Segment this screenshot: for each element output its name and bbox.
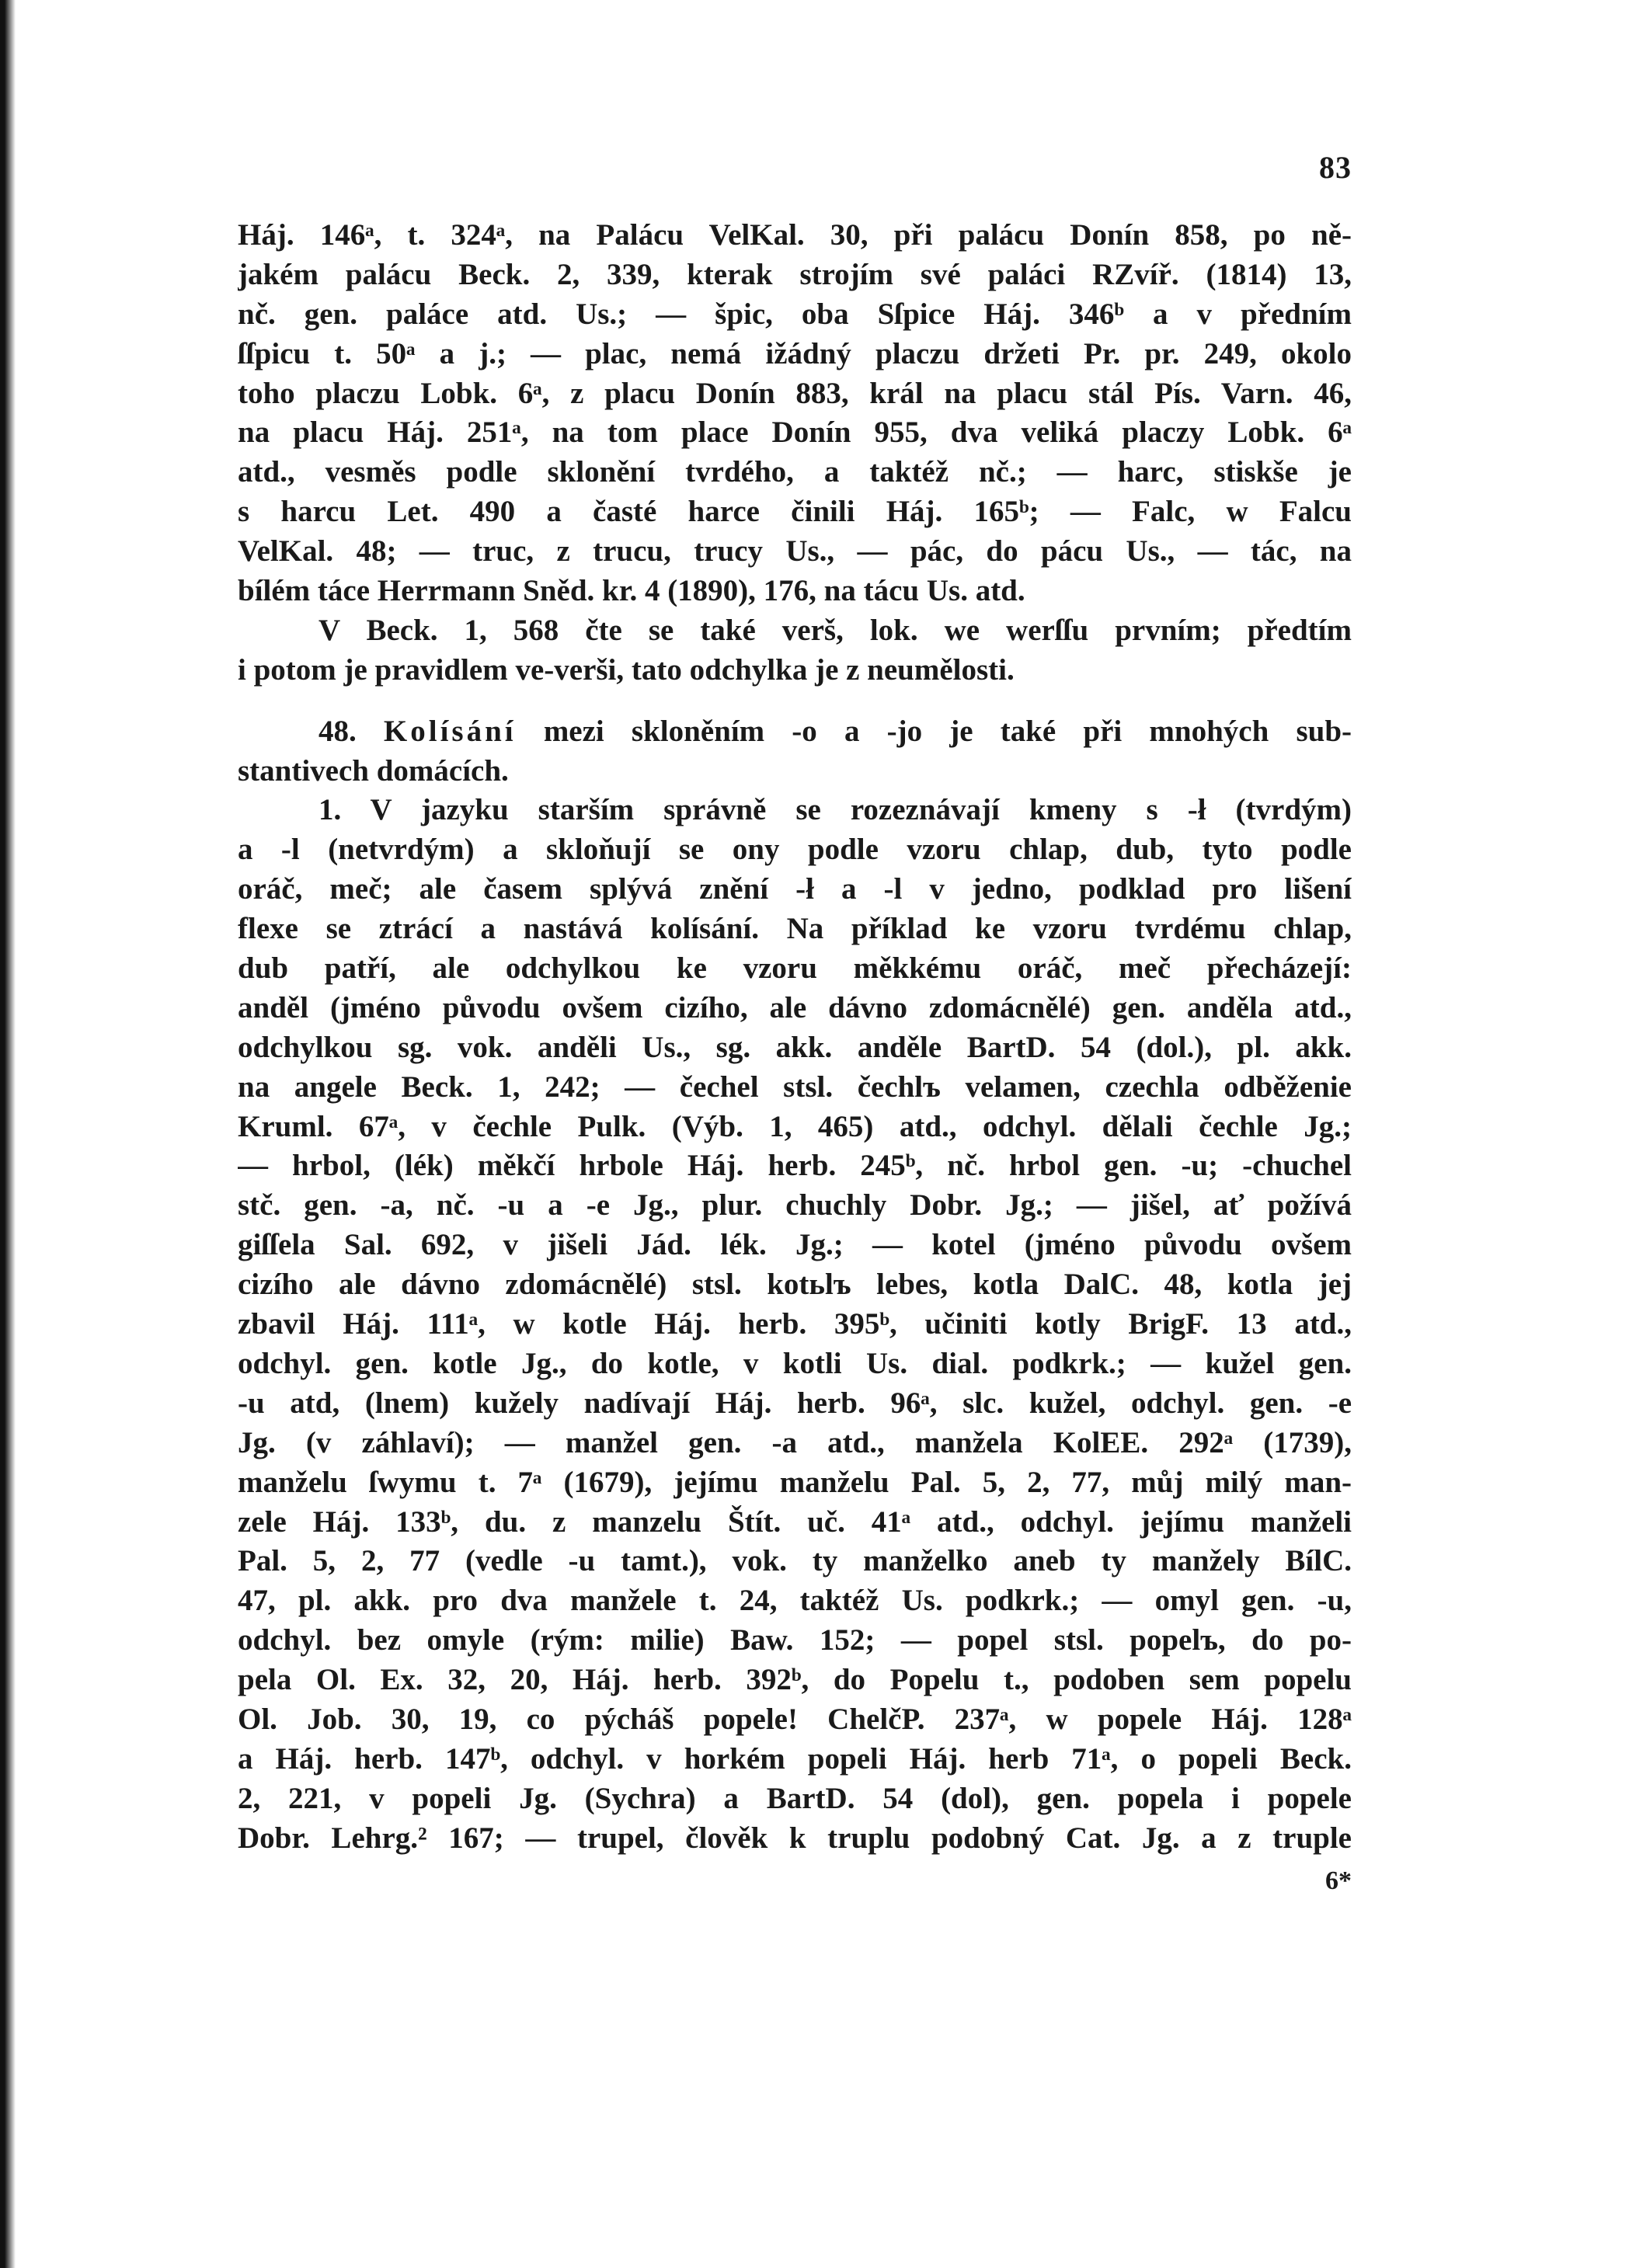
text-line: zbavil Háj. 111ᵃ, w kotle Háj. herb. 395ᵇ, učiniti kotly BrigF. 13 atd., xyxy=(238,1307,1352,1341)
text-line: pela Ol. Ex. 32, 20, Háj. herb. 392ᵇ, do Popelu t., podoben sem popelu xyxy=(238,1663,1352,1697)
text-line: Dobr. Lehrg.² 167; — trupel, člověk k truplu podobný Cat. Jg. a z truple xyxy=(238,1821,1352,1855)
text-line: Kruml. 67ᵃ, v čechle Pulk. (Výb. 1, 465) atd., odchyl. dělali čechle Jg.; xyxy=(238,1109,1352,1143)
paragraph-4 xyxy=(238,791,1352,1858)
text-line: toho placzu Lobk. 6ᵃ, z placu Donín 883, král na placu stál Pís. Varn. 46, xyxy=(238,376,1352,410)
text-line: nč. gen. paláce atd. Us.; — špic, oba Sſpice Háj. 346ᵇ a v předním xyxy=(238,297,1352,331)
signature-mark: 6* xyxy=(1325,1866,1352,1895)
text-line: ſſpicu t. 50ᵃ a j.; — plac, nemá ižádný placzu držeti Pr. pr. 249, okolo xyxy=(238,336,1352,370)
text-line: oráč, meč; ale časem splývá znění -ł a -l v jedno, podklad pro lišení xyxy=(238,872,1352,906)
text-line: s harcu Let. 490 a časté harce činili Háj. 165ᵇ; — Falc, w Falcu xyxy=(238,495,1352,529)
text-line: V Beck. 1, 568 čte se také verš, lok. we werſſu prvním; předtím xyxy=(318,613,1352,647)
text-line: giſſela Sal. 692, v jišeli Jád. lék. Jg.; — kotel (jméno původu ovšem xyxy=(238,1228,1352,1262)
binding-edge xyxy=(0,0,16,2268)
text-line: -u atd, (lnem) kužely nadívají Háj. herb. 96ᵃ, slc. kužel, odchyl. gen. -e xyxy=(238,1386,1352,1420)
text-line: zele Háj. 133ᵇ, du. z manzelu Štít. uč. 41ᵃ atd., odchyl. jejímu manželi xyxy=(238,1504,1352,1539)
text-line: 2, 221, v popeli Jg. (Sychra) a BartD. 54 (dol), gen. popela i popele xyxy=(238,1781,1352,1815)
text-line: 1. V jazyku starším správně se rozeznávají kmeny s -ł (tvrdým) xyxy=(318,793,1352,827)
text-line: na placu Háj. 251ᵃ, na tom place Donín 955, dva veliká placzy Lobk. 6ᵃ xyxy=(238,416,1352,450)
section-number: 48. xyxy=(318,714,357,748)
section-heading-line xyxy=(238,712,1352,752)
text-line: odchylkou sg. vok. anděli Us., sg. akk. anděle BartD. 54 (dol.), pl. akk. xyxy=(238,1030,1352,1064)
text-line: 47, pl. akk. pro dva manžele t. 24, taktéž Us. podkrk.; — omyl gen. -u, xyxy=(238,1584,1352,1618)
text-line: odchyl. gen. kotle Jg., do kotle, v kotli Us. dial. podkrk.; — kužel gen. xyxy=(238,1346,1352,1380)
text-line: manželu ſwymu t. 7ᵃ (1679), jejímu manželu Pal. 5, 2, 77, můj milý man- xyxy=(238,1465,1352,1499)
text-line: odchyl. bez omyle (rým: milie) Baw. 152; — popel stsl. popelъ, do po- xyxy=(238,1623,1352,1658)
text-line: VelKal. 48; — truc, z trucu, trucy Us., — pác, do pácu Us., — tác, na xyxy=(238,534,1352,569)
body-text xyxy=(238,216,1352,1898)
section-keyword: Kolísání xyxy=(383,714,517,748)
paragraph-1 xyxy=(238,216,1352,611)
section-48 xyxy=(238,712,1352,791)
text-line: flexe se ztrácí a nastává kolísání. Na příklad ke vzoru tvrdému chlap, xyxy=(238,912,1352,946)
text-line: bílém táce Herrmann Sněd. kr. 4 (1890), 176, na tácu Us. atd. xyxy=(238,574,1025,608)
text-line: Háj. 146ᵃ, t. 324ᵃ, na Palácu VelKal. 30, při palácu Donín 858, po ně- xyxy=(238,218,1352,252)
page-number: 83 xyxy=(1319,150,1352,185)
text-line: Pal. 5, 2, 77 (vedle -u tamt.), vok. ty manželko aneb ty manžely BílC. xyxy=(238,1544,1352,1578)
paragraph-2 xyxy=(238,611,1352,690)
text-line: stantivech domácích. xyxy=(238,753,509,788)
section-heading-rest: mezi skloněním -o a -jo je také při mnohých sub- xyxy=(543,714,1352,748)
text-line: Jg. (v záhlaví); — manžel gen. -a atd., manžela KolEE. 292ᵃ (1739), xyxy=(238,1425,1352,1459)
text-line: Ol. Job. 30, 19, co pýcháš popele! ChelčP. 237ᵃ, w popele Háj. 128ᵃ xyxy=(238,1702,1352,1736)
text-line: dub patří, ale odchylkou ke vzoru měkkému oráč, meč přecházejí: xyxy=(238,951,1352,986)
text-line: cizího ale dávno zdomácnělé) stsl. kotьlъ lebes, kotla DalC. 48, kotla jej xyxy=(238,1268,1352,1302)
text-line: jakém palácu Beck. 2, 339, kterak strojím své paláci RZvíř. (1814) 13, xyxy=(238,257,1352,291)
text-line: anděl (jméno původu ovšem cizího, ale dávno zdomácnělé) gen. anděla atd., xyxy=(238,990,1352,1024)
text-line: i potom je pravidlem ve-verši, tato odchylka je z neumělosti. xyxy=(238,652,1015,687)
text-line: a Háj. herb. 147ᵇ, odchyl. v horkém popeli Háj. herb 71ᵃ, o popeli Beck. xyxy=(238,1741,1352,1776)
section-gap xyxy=(238,690,1352,712)
text-line: atd., vesměs podle sklonění tvrdého, a taktéž nč.; — harc, stiskše je xyxy=(238,455,1352,489)
text-line: — hrbol, (lék) měkčí hrbole Háj. herb. 245ᵇ, nč. hrbol gen. -u; -chuchel xyxy=(238,1149,1352,1183)
text-line: na angele Beck. 1, 242; — čechel stsl. čechlъ velamen, czechla odběženie xyxy=(238,1070,1352,1104)
text-line: a -l (netvrdým) a skloňují se ony podle vzoru chlap, dub, tyto podle xyxy=(238,833,1352,867)
text-line: stč. gen. -a, nč. -u a -e Jg., plur. chuchly Dobr. Jg.; — jišel, ať požívá xyxy=(238,1188,1352,1223)
